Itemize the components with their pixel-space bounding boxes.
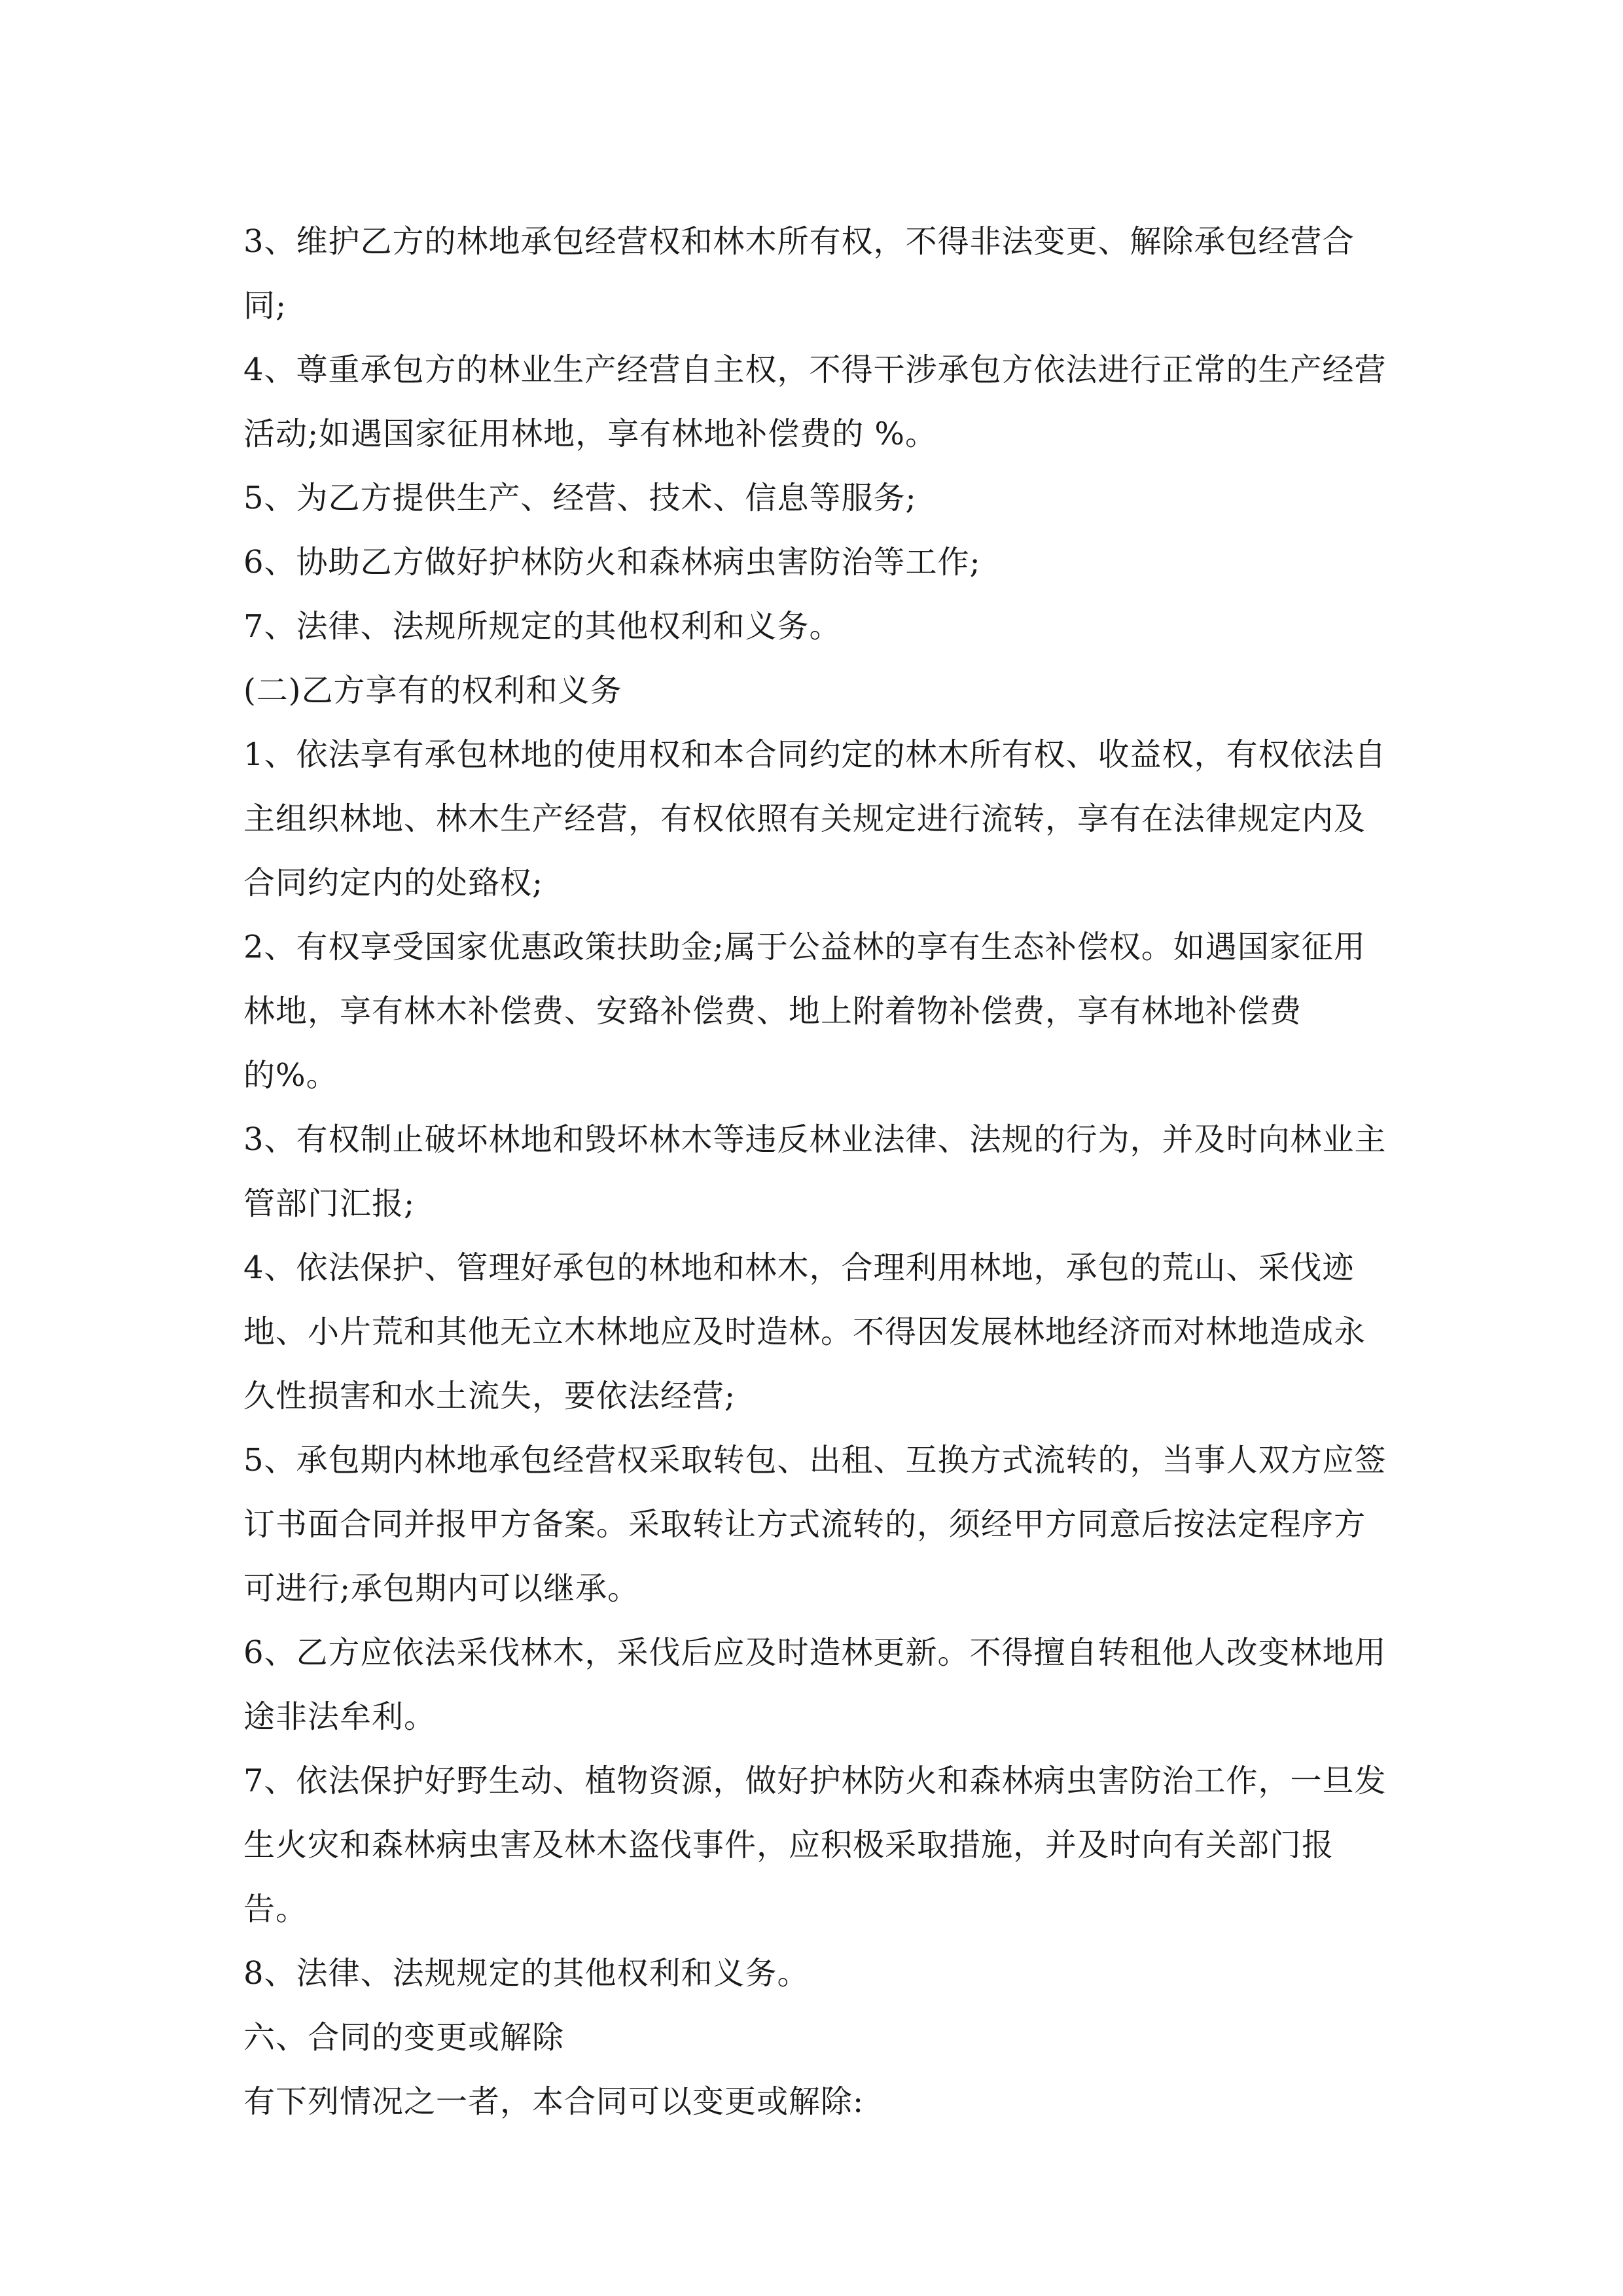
paragraph-clause-5: 5、为乙方提供生产、经营、技术、信息等服务; [243, 480, 917, 516]
paragraph-clause-3: 3、维护乙方的林地承包经营权和林木所有权，不得非法变更、解除承包经营合同; [243, 223, 1355, 324]
document-body [243, 209, 1395, 2134]
paragraph-b-clause-8: 8、法律、法规规定的其他权利和义务。 [243, 1955, 810, 1992]
paragraph-clause-4: 4、尊重承包方的林业生产经营自主权，不得干涉承包方依法进行正常的生产经营活动;如遇国家征用林地，享有林地补偿费的 %。 [243, 351, 1387, 452]
paragraph-b-clause-3: 3、有权制止破坏林地和毁坏林木等违反林业法律、法规的行为，并及时向林业主管部门汇报; [243, 1121, 1387, 1222]
paragraph-b-clause-1: 1、依法享有承包林地的使用权和本合同约定的林木所有权、收益权，有权依法自主组织林地、林木生产经营，有权依照有关规定进行流转，享有在法律规定内及合同约定内的处臵权; [243, 736, 1387, 901]
paragraph-b-clause-2: 2、有权享受国家优惠政策扶助金;属于公益林的享有生态补偿权。如遇国家征用林地，享有林木补偿费、安臵补偿费、地上附着物补偿费，享有林地补偿费的%。 [243, 929, 1366, 1094]
section-heading-contract-change: 六、合同的变更或解除 [243, 2019, 565, 2056]
paragraph-clause-7: 7、法律、法规所规定的其他权利和义务。 [243, 608, 842, 645]
section-heading-party-b-rights: (二)乙方享有的权利和义务 [243, 672, 622, 709]
paragraph-b-clause-5: 5、承包期内林地承包经营权采取转包、出租、互换方式流转的，当事人双方应签订书面合同并报甲方备案。采取转让方式流转的，须经甲方同意后按法定程序方可进行;承包期内可以继承。 [243, 1442, 1387, 1607]
paragraph-b-clause-7: 7、依法保护好野生动、植物资源，做好护林防火和森林病虫害防治工作，一旦发生火灾和森林病虫害及林木盗伐事件，应积极采取措施，并及时向有关部门报告。 [243, 1763, 1387, 1928]
paragraph-b-clause-6: 6、乙方应依法采伐林木，采伐后应及时造林更新。不得擅自转租他人改变林地用途非法牟利。 [243, 1634, 1387, 1735]
paragraph-clause-6: 6、协助乙方做好护林防火和森林病虫害防治等工作; [243, 544, 981, 581]
paragraph-change-intro: 有下列情况之一者，本合同可以变更或解除: [243, 2083, 865, 2120]
paragraph-b-clause-4: 4、依法保护、管理好承包的林地和林木，合理利用林地，承包的荒山、采伐迹地、小片荒和其他无立木林地应及时造林。不得因发展林地经济而对林地造成永久性损害和水土流失，要依法经营; [243, 1249, 1366, 1414]
